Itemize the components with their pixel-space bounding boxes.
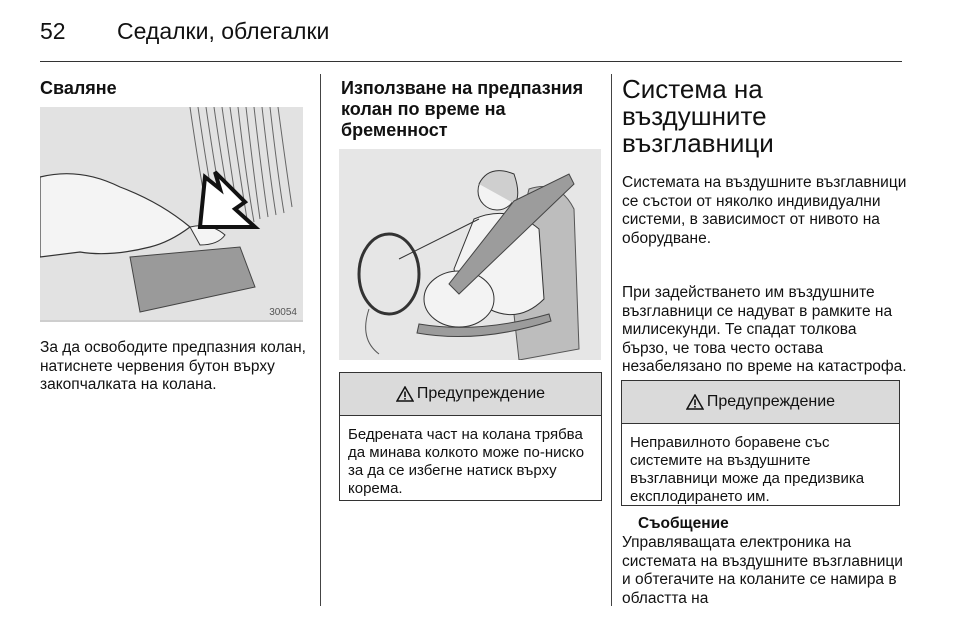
- section-heading-release: Сваляне: [40, 78, 117, 98]
- section-heading-pregnancy: Използване на предпазния колан по време на бременност: [341, 78, 584, 140]
- page-number: 52: [40, 18, 66, 44]
- warning-box-airbags: [621, 380, 900, 506]
- note-title: Съобщение: [638, 515, 729, 532]
- figure-code: 30054: [269, 307, 297, 318]
- column-divider: [320, 74, 321, 606]
- warning-header: [622, 381, 899, 424]
- airbag-paragraph-2: При задействането им въздушните възглавници се надуват в рамките на милисекунди. Те спадат толкова бързо, че това често остава незабелязано по време на катастрофа.: [622, 284, 907, 375]
- airbag-paragraph-1: Системата на въздушните възглавници се състои от няколко индивидуални системи, в зависимост от нивото на оборудване.: [622, 174, 907, 247]
- warning-triangle-icon: [396, 386, 414, 402]
- note-text: Управляващата електроника на системата на въздушните възглавници и обтегачите на коланите се намира в областта на: [622, 534, 903, 607]
- belt-buckle-illustration: [40, 107, 303, 322]
- column-divider: [611, 74, 612, 606]
- warning-box-pregnancy: [339, 372, 602, 501]
- header-divider: [40, 61, 902, 62]
- release-instructions: За да освободите предпазния колан, натиснете червения бутон върху закопчалката на колана.: [40, 339, 306, 393]
- warning-title: Предупреждение: [416, 385, 546, 402]
- chapter-title: Седалки, облегалки: [117, 18, 330, 44]
- warning-header: [340, 373, 601, 416]
- section-heading-airbags: Система на въздушните възглавници: [622, 74, 774, 158]
- warning-triangle-icon: [686, 394, 704, 410]
- page-header: [0, 0, 960, 62]
- warning-text: Бедрената част на колана трябва да минава колкото може по-ниско за да се избегне натиск върху корема.: [348, 426, 585, 497]
- warning-title: Предупреждение: [706, 393, 836, 410]
- warning-text: Неправилното боравене със системите на въздушните възглавници може да предизвика експлодирането им.: [630, 434, 865, 505]
- pregnant-driver-illustration: [339, 149, 601, 360]
